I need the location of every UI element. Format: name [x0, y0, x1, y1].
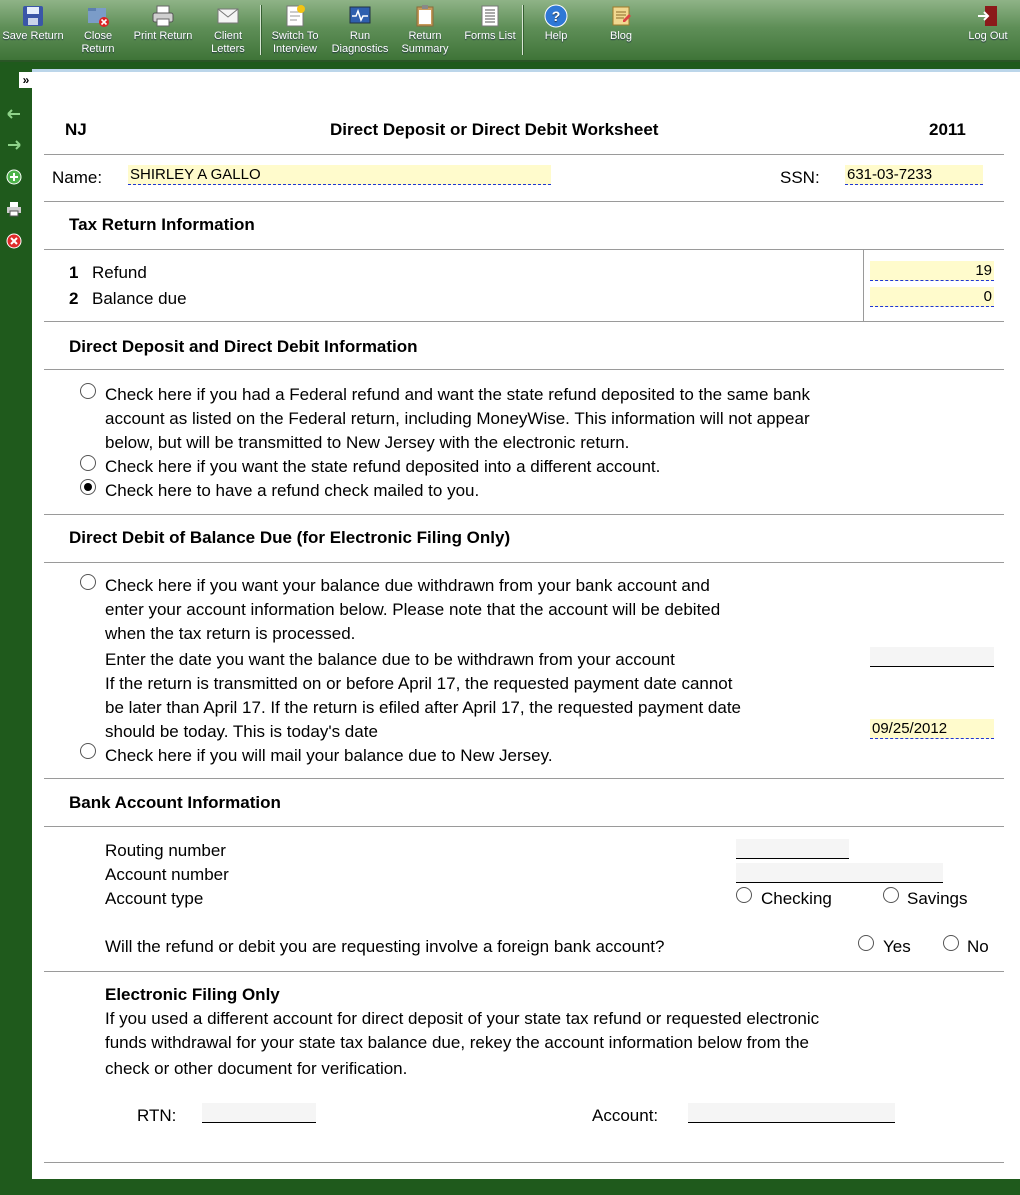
divider	[44, 826, 1004, 827]
delete-icon[interactable]	[6, 233, 22, 249]
divider	[44, 778, 1004, 779]
tax-year: 2011	[929, 120, 966, 139]
line-1-number: 1	[69, 263, 79, 282]
checking-label: Checking	[761, 889, 832, 908]
close-return-button[interactable]	[67, 4, 129, 56]
forms-list-button[interactable]	[459, 4, 521, 43]
expand-panel-button[interactable]: »	[19, 72, 33, 88]
savings-label: Savings	[907, 889, 968, 908]
foreign-account-question: Will the refund or debit you are requesting involve a foreign bank account?	[105, 937, 665, 956]
withdraw-date-field[interactable]	[870, 647, 994, 667]
efile-account-field[interactable]	[688, 1103, 895, 1123]
account-number-field[interactable]	[736, 863, 943, 883]
floppy-disk-icon	[21, 4, 45, 28]
tax-info-heading: Tax Return Information	[69, 215, 255, 234]
save-return-label: Save Return	[2, 30, 64, 42]
rtn-label: RTN:	[137, 1106, 177, 1125]
refund-field[interactable]: 19	[870, 261, 994, 281]
blog-label: Blog	[609, 30, 633, 42]
print-return-label: Print Return	[133, 30, 193, 42]
bank-account-heading: Bank Account Information	[69, 793, 281, 812]
top-accent-line	[32, 69, 1020, 72]
different-account-radio[interactable]	[80, 455, 96, 471]
routing-number-label: Routing number	[105, 841, 226, 860]
forms-list-label: Forms List	[464, 30, 516, 42]
line-2-number: 2	[69, 289, 79, 308]
refund-label: Refund	[92, 263, 147, 282]
back-arrow-icon[interactable]	[6, 106, 22, 122]
direct-deposit-heading: Direct Deposit and Direct Debit Information	[69, 337, 418, 356]
withdraw-date-text-2: If the return is transmitted on or before April 17, the requested payment date cannot	[105, 674, 733, 693]
run-diagnostics-button[interactable]	[329, 4, 391, 56]
balance-due-label: Balance due	[92, 289, 187, 308]
printer-icon	[151, 4, 175, 28]
divider	[44, 154, 1004, 155]
foreign-yes-radio[interactable]	[858, 935, 874, 951]
switch-to-interview-button[interactable]	[264, 4, 326, 56]
foreign-no-radio[interactable]	[943, 935, 959, 951]
forward-arrow-icon[interactable]	[6, 137, 22, 153]
withdraw-text-1: Check here if you want your balance due withdrawn from your bank account and	[105, 576, 710, 595]
name-label: Name:	[52, 168, 103, 187]
svg-text:?: ?	[551, 8, 561, 24]
account-type-label: Account type	[105, 889, 204, 908]
envelope-icon	[216, 4, 240, 28]
mail-check-radio[interactable]	[80, 479, 96, 495]
divider	[44, 201, 1004, 202]
divider	[44, 514, 1004, 515]
ssn-field[interactable]: 631-03-7233	[845, 165, 983, 185]
withdraw-date-text-3: be later than April 17. If the return is efiled after April 17, the requested payment date	[105, 698, 741, 717]
rtn-field[interactable]	[202, 1103, 316, 1123]
divider	[44, 1162, 1004, 1163]
column-divider	[863, 249, 864, 321]
divider	[44, 369, 1004, 370]
foreign-no-label: No	[967, 937, 989, 956]
efile-account-label: Account:	[592, 1106, 659, 1125]
return-summary-button[interactable]	[394, 4, 456, 56]
savings-radio[interactable]	[883, 887, 899, 903]
divider	[44, 562, 1004, 563]
print-return-button[interactable]	[132, 4, 194, 43]
toolbar	[0, 0, 1020, 62]
divider	[44, 249, 1004, 250]
client-letters-button[interactable]	[197, 4, 259, 56]
clipboard-icon	[413, 4, 437, 28]
foreign-yes-label: Yes	[883, 937, 911, 956]
efile-text-2: funds withdrawal for your state tax balance due, rekey the account information below from the	[105, 1033, 809, 1052]
withdraw-date-text-4: should be today. This is today's date	[105, 722, 378, 741]
blog-button[interactable]	[590, 4, 652, 43]
help-button[interactable]	[525, 4, 587, 43]
toolbar-separator	[522, 5, 524, 55]
switch-to-interview-label: Switch To Interview	[271, 30, 319, 55]
return-summary-label: Return Summary	[401, 30, 449, 55]
direct-debit-heading: Direct Debit of Balance Due (for Electronic Filing Only)	[69, 528, 511, 547]
left-rail	[0, 64, 30, 1195]
print-icon[interactable]	[6, 201, 22, 217]
forms-list-icon	[478, 4, 502, 28]
same-account-text-3: below, but will be transmitted to New Jersey with the electronic return.	[105, 433, 630, 452]
withdraw-balance-radio[interactable]	[80, 574, 96, 590]
close-folder-icon	[86, 4, 110, 28]
save-return-button[interactable]	[2, 4, 64, 43]
toolbar-separator	[260, 5, 262, 55]
state-code: NJ	[65, 120, 87, 139]
balance-due-field[interactable]: 0	[870, 287, 994, 307]
log-out-button[interactable]	[957, 4, 1019, 43]
mail-check-text: Check here to have a refund check mailed to you.	[105, 481, 480, 500]
diagnostics-monitor-icon	[348, 4, 372, 28]
mail-balance-radio[interactable]	[80, 743, 96, 759]
client-letters-label: Client Letters	[211, 30, 245, 55]
worksheet	[32, 69, 1020, 1179]
checking-radio[interactable]	[736, 887, 752, 903]
withdraw-text-2: enter your account information below. Please note that the account will be debited	[105, 600, 721, 619]
different-account-text: Check here if you want the state refund deposited into a different account.	[105, 457, 661, 476]
efile-text-1: If you used a different account for direct deposit of your state tax refund or requested electronic	[105, 1009, 820, 1028]
ssn-label: SSN:	[780, 168, 820, 187]
routing-number-field[interactable]	[736, 839, 849, 859]
efile-heading: Electronic Filing Only	[105, 985, 280, 1004]
mail-balance-text: Check here if you will mail your balance due to New Jersey.	[105, 746, 553, 765]
same-account-text-1: Check here if you had a Federal refund and want the state refund deposited to the same bank	[105, 385, 811, 404]
blog-scroll-icon	[609, 4, 633, 28]
efile-text-3: check or other document for verification.	[105, 1059, 408, 1078]
same-account-text-2: account as listed on the Federal return, including MoneyWise. This information will not appear	[105, 409, 810, 428]
name-field[interactable]: SHIRLEY A GALLO	[128, 165, 551, 185]
run-diagnostics-label: Run Diagnostics	[331, 30, 389, 55]
page-title: Direct Deposit or Direct Debit Worksheet	[330, 120, 659, 139]
interview-form-icon	[283, 4, 307, 28]
help-label: Help	[544, 30, 568, 42]
same-account-radio[interactable]	[80, 383, 96, 399]
withdraw-date-text-1: Enter the date you want the balance due to be withdrawn from your account	[105, 650, 675, 669]
add-icon[interactable]	[6, 169, 22, 185]
help-question-icon	[544, 4, 568, 28]
close-return-label: Close Return	[81, 30, 115, 55]
todays-date-field[interactable]: 09/25/2012	[870, 719, 994, 739]
account-number-label: Account number	[105, 865, 229, 884]
divider	[44, 321, 1004, 322]
log-out-door-icon	[976, 4, 1000, 28]
divider	[44, 971, 1004, 972]
log-out-label: Log Out	[968, 30, 1008, 42]
withdraw-text-3: when the tax return is processed.	[105, 624, 356, 643]
